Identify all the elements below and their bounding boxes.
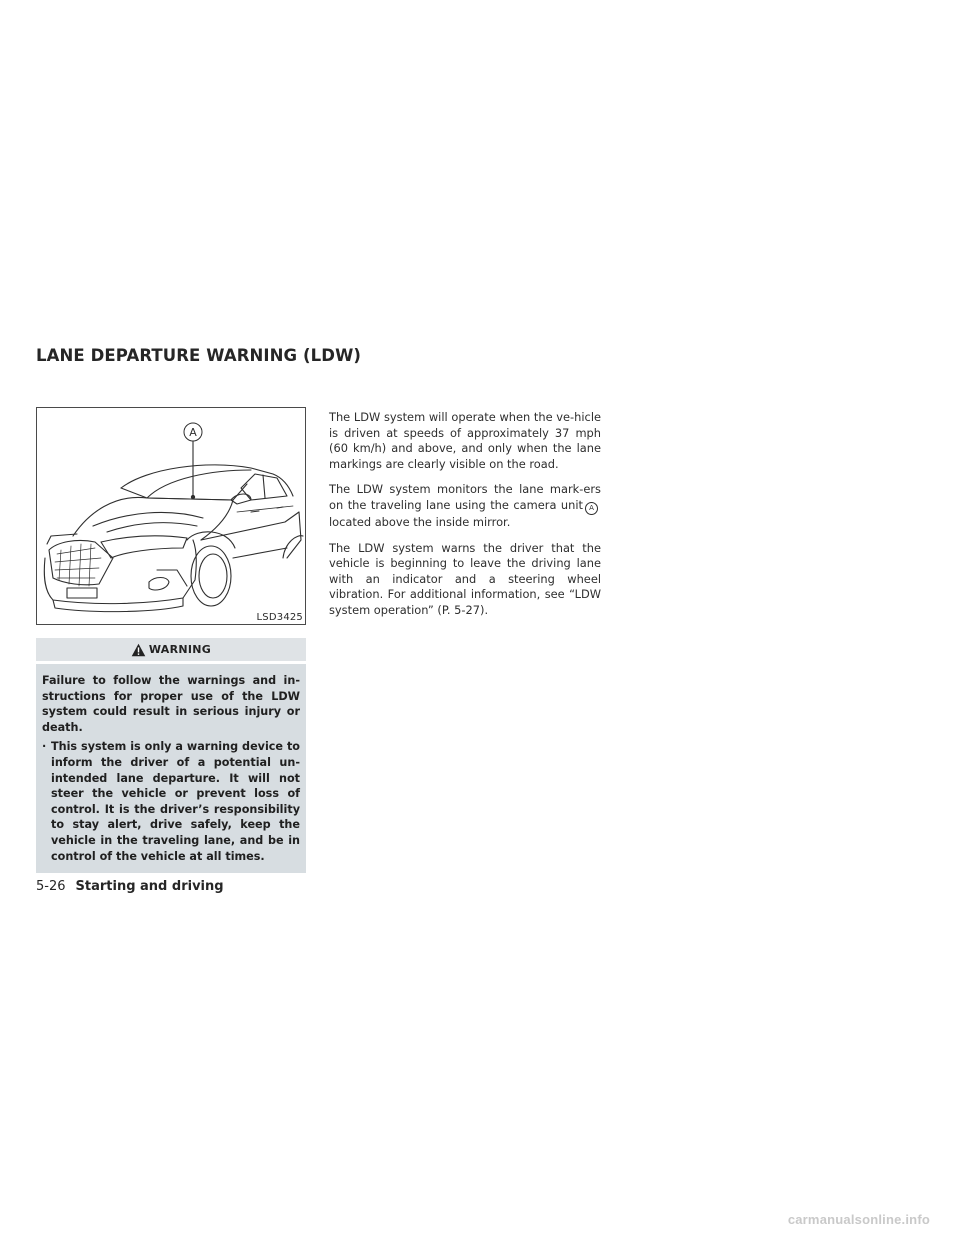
bullet-dot: · xyxy=(42,740,47,754)
section-title: LANE DEPARTURE WARNING (LDW) xyxy=(36,346,362,365)
watermark: carmanualsonline.info xyxy=(787,1212,930,1227)
warning-header xyxy=(36,638,306,661)
callout-a-label: A xyxy=(189,426,197,439)
page-footer xyxy=(36,879,224,894)
warning-body xyxy=(36,664,306,873)
warning-heading: WARNING xyxy=(148,643,212,656)
warning-triangle-icon xyxy=(131,643,146,657)
warning-bullet-text: This system is only a warning device to inform the driver of a potential un-intended lane departure. It will not steer the vehicle or prevent loss of control. It is the driver’s responsibility to stay alert, drive safely, keep the vehicle in the traveling lane, and be in control of the vehicle at all times. xyxy=(51,740,300,863)
para2-before: The LDW system monitors the lane mark-ers on the traveling lane using the camera unit xyxy=(329,482,601,512)
car-drawing xyxy=(37,408,305,624)
page-number: 5-26 xyxy=(36,879,66,894)
para2-after: located above the inside mirror. xyxy=(329,514,511,529)
figure-code: LSD3425 xyxy=(256,612,303,623)
car-illustration xyxy=(36,407,306,625)
warning-intro: Failure to follow the warnings and in-structions for proper use of the LDW system could result in serious injury or death. xyxy=(42,674,300,734)
chapter-title: Starting and driving xyxy=(75,879,224,894)
warning-bullet xyxy=(42,739,300,864)
callout-a-inline: A xyxy=(585,502,598,515)
body-paragraph-2 xyxy=(329,482,601,530)
camera-marker xyxy=(191,495,194,498)
body-paragraph-1: The LDW system will operate when the ve-hicle is driven at speeds of approximately 37 mph (60 km/h) and above, and only when the lane markings are clearly visible on the road. xyxy=(329,410,601,471)
body-column xyxy=(329,410,601,629)
warning-box xyxy=(36,638,306,873)
body-paragraph-3: The LDW system warns the driver that the vehicle is beginning to leave the driving lane with an indicator and a steering wheel vibration. For additional information, see “LDW system operation” (P. 5-27). xyxy=(329,540,601,617)
